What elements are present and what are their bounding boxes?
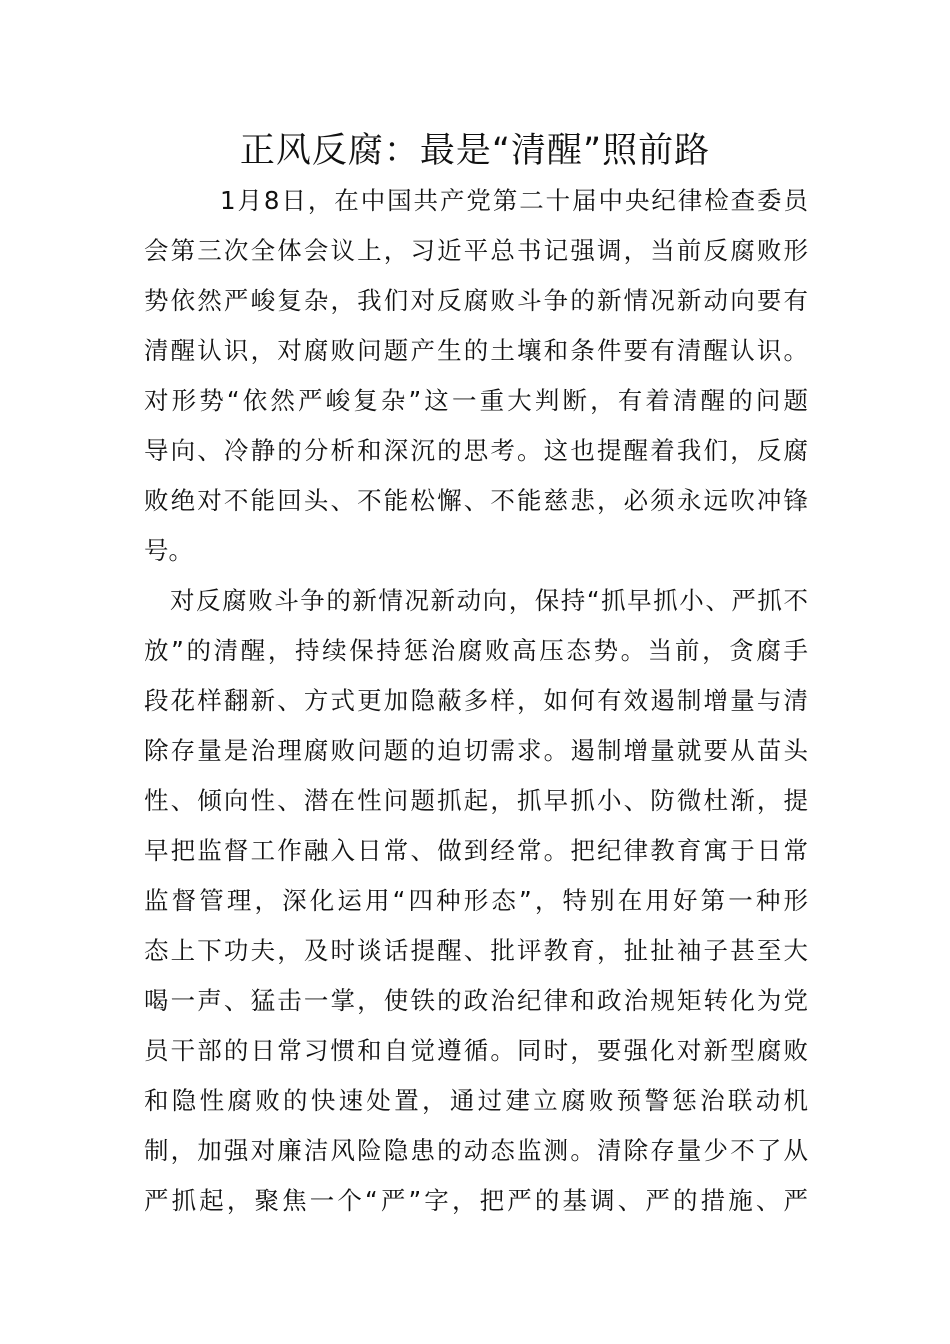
text-line: 会第三次全体会议上，习近平总书记强调，当前反腐败形 [144,236,808,265]
text-line: 导向、冷静的分析和深沉的思考。这也提醒着我们，反腐 [144,436,808,465]
text-line: 败绝对不能回头、不能松懈、不能慈悲，必须永远吹冲锋 [144,486,808,515]
text-line: 势依然严峻复杂，我们对反腐败斗争的新情况新动向要有 [144,286,808,315]
paragraph-2 [144,576,808,1226]
text-line: 和隐性腐败的快速处置，通过建立腐败预警惩治联动机 [144,1086,808,1115]
text-line: 制，加强对廉洁风险隐患的动态监测。清除存量少不了从 [144,1136,808,1165]
text-line: 性、倾向性、潜在性问题抓起，抓早抓小、防微杜渐，提 [144,786,808,815]
text-line: 1月8日，在中国共产党第二十届中央纪律检查委员 [220,186,808,215]
text-line: 清醒认识，对腐败问题产生的土壤和条件要有清醒认识。 [144,336,808,365]
text-line: 对反腐败斗争的新情况新动向，保持“抓早抓小、严抓不 [170,586,808,615]
text-line: 喝一声、猛击一掌，使铁的政治纪律和政治规矩转化为党 [144,986,808,1015]
text-line: 段花样翻新、方式更加隐蔽多样，如何有效遏制增量与清 [144,686,808,715]
document-title: 正风反腐：最是“清醒”照前路 [239,131,711,171]
document-body [144,176,808,1226]
text-line: 号。 [144,536,193,565]
text-line: 除存量是治理腐败问题的迫切需求。遏制增量就要从苗头 [144,736,808,765]
text-line: 员干部的日常习惯和自觉遵循。同时，要强化对新型腐败 [144,1036,808,1065]
paragraph-1 [144,176,808,576]
text-line: 监督管理，深化运用“四种形态”，特别在用好第一种形 [144,886,808,915]
text-line: 对形势“依然严峻复杂”这一重大判断，有着清醒的问题 [144,386,808,415]
text-line: 早把监督工作融入日常、做到经常。把纪律教育寓于日常 [144,836,808,865]
text-line: 严抓起，聚焦一个“严”字，把严的基调、严的措施、严 [144,1186,808,1215]
text-line: 放”的清醒，持续保持惩治腐败高压态势。当前，贪腐手 [144,636,808,665]
text-line: 态上下功夫，及时谈话提醒、批评教育，扯扯袖子甚至大 [144,936,808,965]
